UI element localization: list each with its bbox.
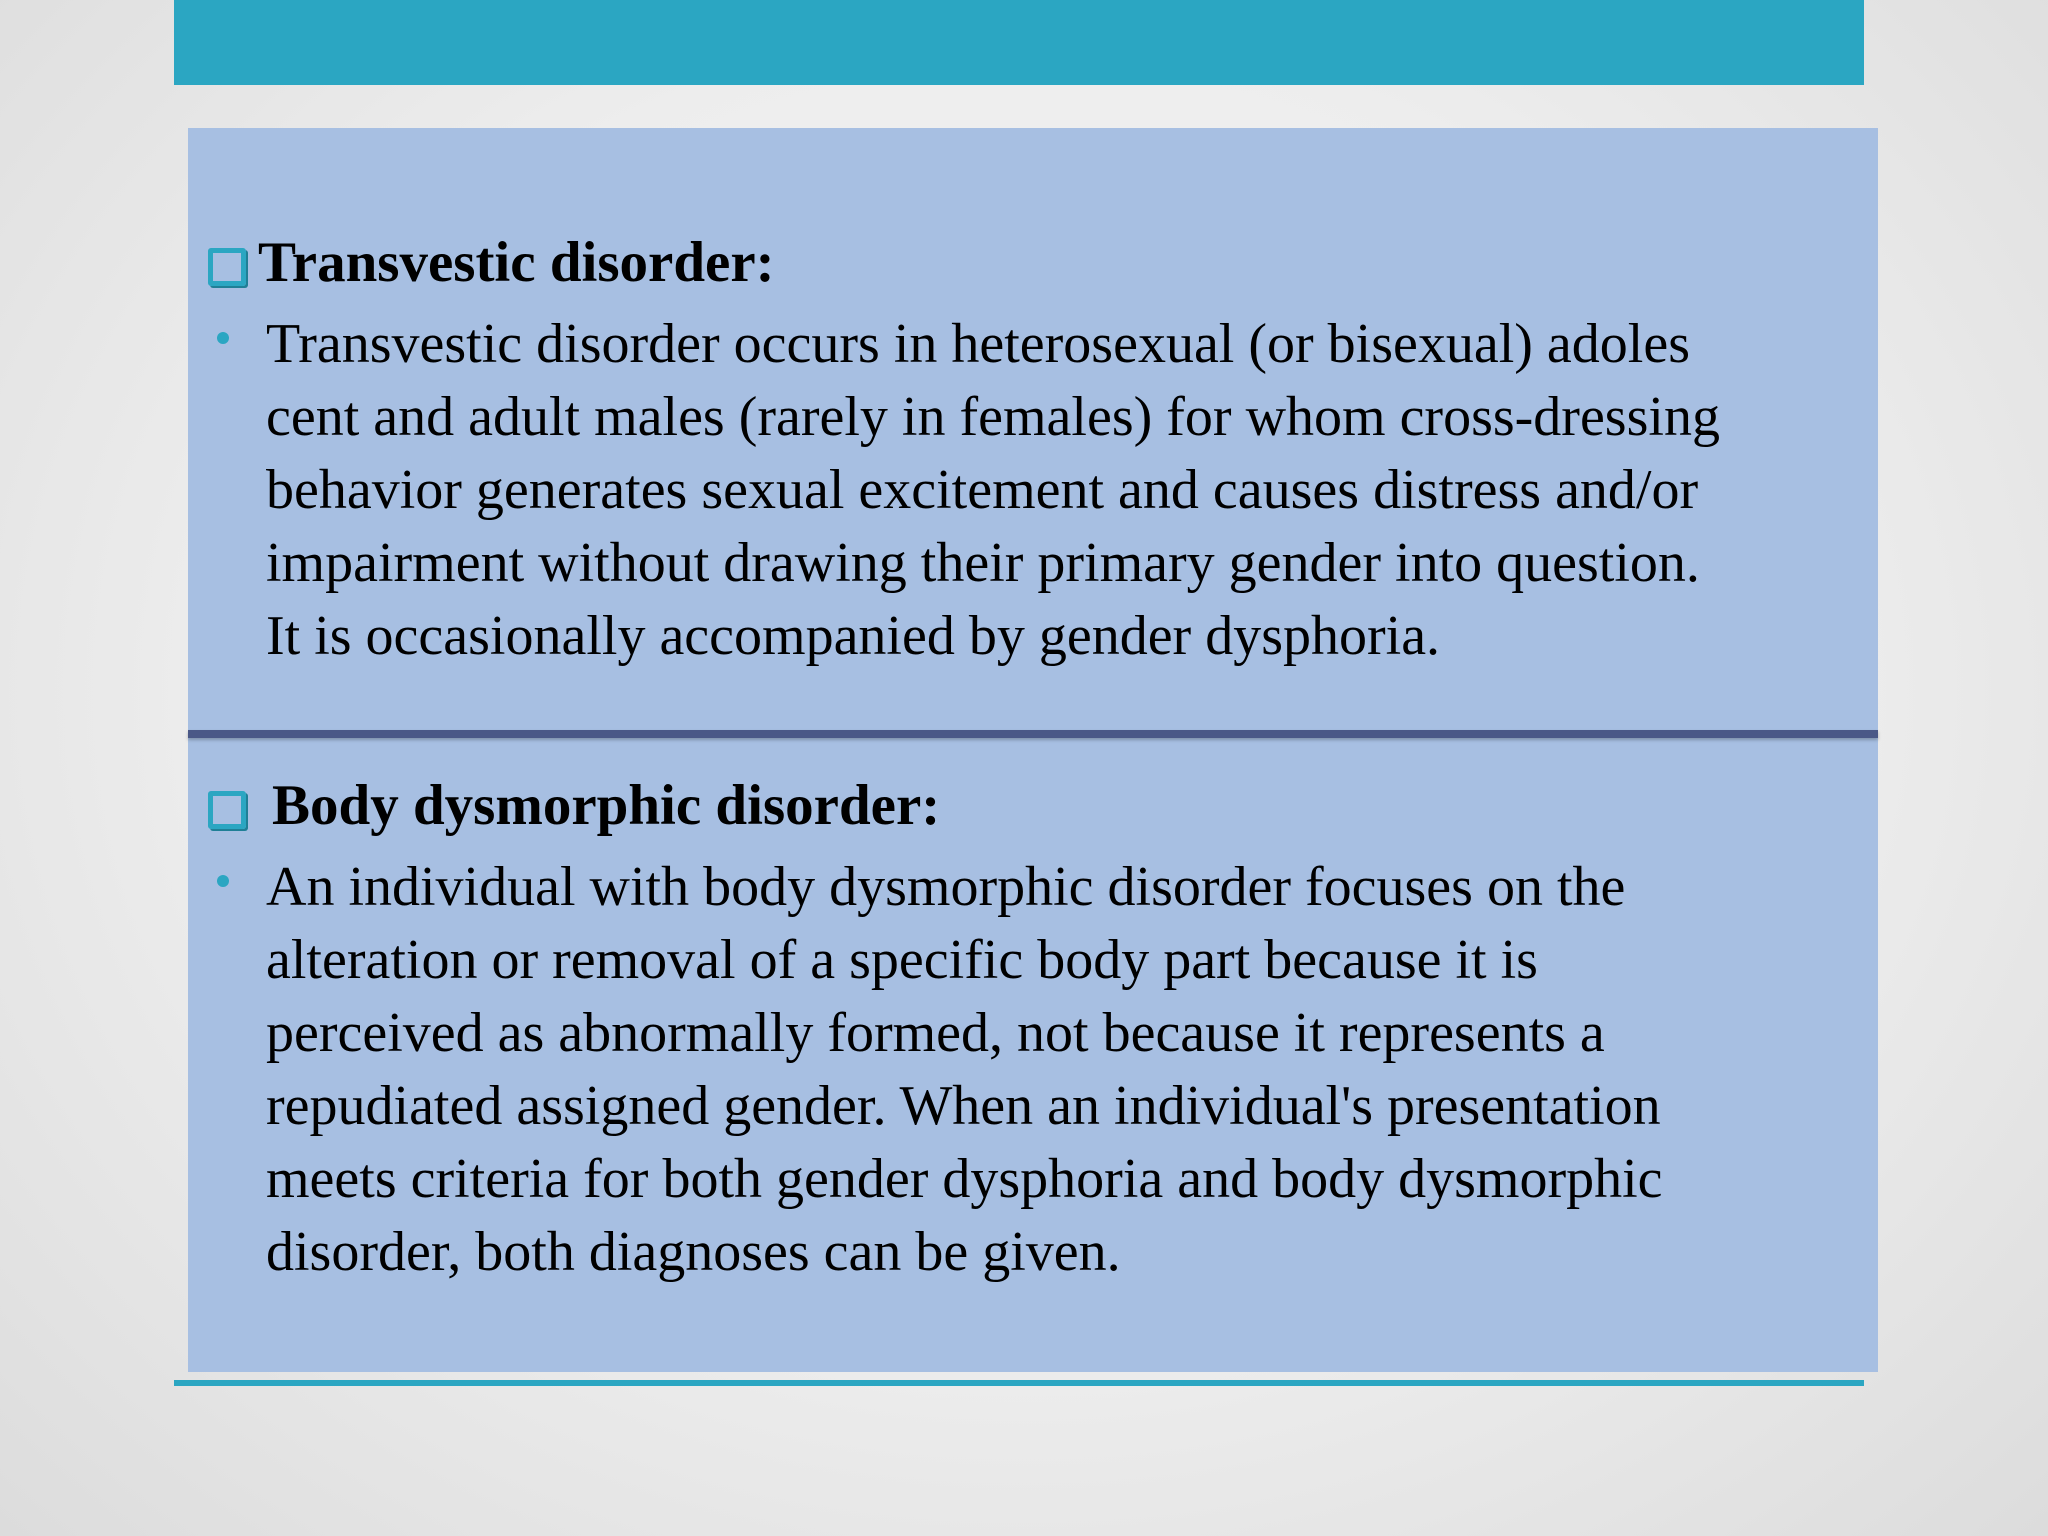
section-divider [188, 730, 1878, 738]
bullet-text: Transvestic disorder occurs in heterosexual (or bisexual) adoles cent and adult males (rarely in females) for whom cross-dressing behavior generates sexual excitement and causes distress and/or impairment without drawing their primary gender into question. It is occasionally accompanied by gender dysphoria. [266, 313, 1720, 667]
checkbox-outline-icon [208, 791, 246, 829]
section-body-dysmorphic-disorder [208, 771, 1848, 1289]
title-bar [174, 0, 1864, 85]
bullet-item [208, 308, 1848, 673]
section-transvestic-disorder [208, 228, 1848, 673]
bullet-dot-icon [208, 308, 266, 673]
bottom-rule [174, 1380, 1864, 1386]
bullet-item [208, 851, 1848, 1289]
bullet-text: An individual with body dysmorphic disorder focuses on the alteration or removal of a specific body part because it is perceived as abnormally formed, not because it represents a repudiated assigned gender. When an individual's presentation meets criteria for both gender dysphoria and body dysmorphic disorder, both diagnoses can be given. [266, 856, 1663, 1283]
section-heading: Body dysmorphic disorder: [272, 774, 941, 837]
heading-row [208, 771, 1848, 841]
bullet-dot-icon [208, 851, 266, 1289]
section-heading: Transvestic disorder: [258, 231, 775, 294]
heading-row [208, 228, 1848, 298]
checkbox-outline-icon [208, 248, 246, 286]
